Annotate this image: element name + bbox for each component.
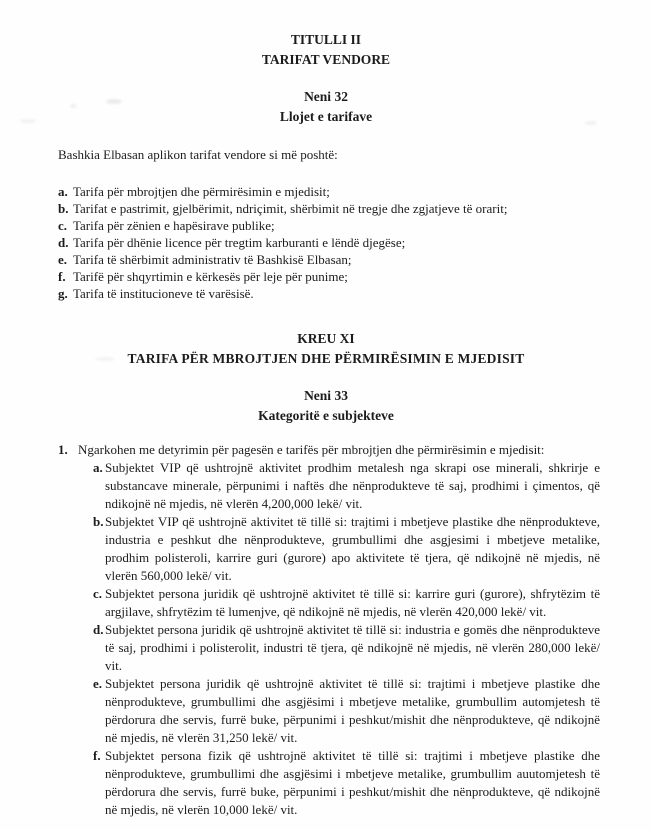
subitem-letter: b. bbox=[93, 514, 104, 529]
item-text: Tarifat e pastrimit, gjelbërimit, ndriçimit, shërbimit në tregje dhe zgjatjeve të orarit; bbox=[73, 201, 508, 216]
subitem-text: Subjektet VIP që ushtrojnë aktivitet prodhim metalesh nga skrapi ose minerali, shkrirje e substancave minerale, përpunimi i naftës dhe nënprodukteve të saj, prodhimi i çimentos, që ndikojnë në mjedis, në vlerën 4,200,000 lekë/ vit. bbox=[105, 460, 600, 511]
item-text: Tarifa për mbrojtjen dhe përmirësimin e mjedisit; bbox=[73, 184, 330, 199]
tarifa-item-c bbox=[58, 217, 600, 234]
item-text: Tarifa të shërbimit administrativ të Bashkisë Elbasan; bbox=[73, 252, 352, 267]
subitem-letter: f. bbox=[93, 748, 101, 763]
subitem-text: Subjektet persona juridik që ushtrojnë aktivitet të tillë si: trajtimi i mbetjeve plastike dhe nënprodukteve, grumbullimi dhe asgjësimi i mbetjeve metalike, grumbullim automjetesh të përdorura dhe servis, furrë buke, përpunimi i peshkut/mishit dhe nënprodukteve, që ndikojnë në mjedis, në vlerën 31,250 lekë/ vit. bbox=[105, 676, 600, 745]
neni33-item-1 bbox=[58, 441, 600, 459]
item-text: Tarifa për dhënie licence për tregtim karburanti e lëndë djegëse; bbox=[73, 235, 406, 250]
neni32-number: Neni 32 bbox=[304, 89, 348, 104]
tarifa-item-a bbox=[58, 183, 600, 200]
title-line2: TARIFAT VENDORE bbox=[261, 52, 391, 67]
scan-artifact bbox=[95, 357, 115, 361]
scan-artifact bbox=[20, 119, 36, 123]
tarifa-item-f bbox=[58, 268, 600, 285]
item-letter: f. bbox=[58, 269, 66, 284]
item-text: Ngarkohen me detyrimin për pagesën e tarifës për mbrojtjen dhe përmirësimin e mjedisit: bbox=[78, 442, 545, 457]
item-number: 1. bbox=[58, 442, 68, 457]
item-letter: b. bbox=[58, 201, 69, 216]
tarifa-item-g bbox=[58, 285, 600, 302]
tarifa-item-b bbox=[58, 200, 600, 217]
scan-artifact bbox=[585, 121, 597, 125]
scan-artifact bbox=[106, 99, 122, 104]
title-line1: TITULLI II bbox=[290, 32, 362, 47]
subitem-letter: d. bbox=[93, 622, 104, 637]
item-text: Tarifa të institucioneve të varësisë. bbox=[73, 286, 254, 301]
neni33-heading bbox=[0, 386, 652, 426]
subitem-d bbox=[93, 621, 600, 675]
item-letter: e. bbox=[58, 252, 68, 267]
subitem-text: Subjektet persona juridik që ushtrojnë aktivitet të tillë si: industria e gomës dhe nënprodukteve të saj, prodhimi i polisterolit, industri të tjera, që ndikojnë në mjedis, në vlerën 280,000 lekë/ vit. bbox=[105, 622, 600, 673]
scan-artifact bbox=[70, 104, 77, 108]
item-text: Tarifa për zënien e hapësirave publike; bbox=[73, 218, 275, 233]
neni32-intro: Bashkia Elbasan aplikon tarifat vendore si më poshtë: bbox=[58, 147, 338, 162]
kreu11-number: KREU XI bbox=[297, 331, 355, 346]
subitem-b bbox=[93, 513, 600, 585]
title-heading bbox=[0, 0, 652, 70]
subitem-f bbox=[93, 747, 600, 819]
kreu11-heading bbox=[0, 329, 652, 369]
neni32-heading bbox=[0, 87, 652, 127]
neni33-subitems bbox=[93, 459, 600, 819]
item-letter: c. bbox=[58, 218, 68, 233]
neni33-number: Neni 33 bbox=[304, 388, 348, 403]
subitem-text: Subjektet persona fizik që ushtrojnë aktivitet të tillë si: trajtimi i mbetjeve plastike dhe nënprodukteve, grumbullimi dhe asgjësimi i mbetjeve metalike, grumbullim auutomjetesh të përdorura dhe servis, furrë buke, përpunimi i peshkut/mishit dhe nënprodukteve, që ndikojnë në mjedis, në vlerën 10,000 lekë/ vit. bbox=[105, 748, 600, 817]
item-letter: d. bbox=[58, 235, 69, 250]
kreu11-subheading: TARIFA PËR MBROJTJEN DHE PËRMIRËSIMIN E MJEDISIT bbox=[127, 351, 525, 366]
subitem-a bbox=[93, 459, 600, 513]
neni33-subheading: Kategoritë e subjekteve bbox=[258, 408, 394, 423]
tarifa-list bbox=[58, 183, 600, 302]
item-letter: a. bbox=[58, 184, 68, 199]
subitem-c bbox=[93, 585, 600, 621]
subitem-letter: c. bbox=[93, 586, 103, 601]
subitem-letter: e. bbox=[93, 676, 103, 691]
tarifa-item-d bbox=[58, 234, 600, 251]
subitem-letter: a. bbox=[93, 460, 103, 475]
tarifa-item-e bbox=[58, 251, 600, 268]
neni32-subheading: Llojet e tarifave bbox=[279, 109, 373, 124]
subitem-text: Subjektet persona juridik që ushtrojnë aktivitet të tillë si: karrire guri (gurore), shfrytëzim të argjilave, shfrytëzim të lumenjve, që ndikojnë në mjedis, në vlerën 420,000 lekë/ vit. bbox=[105, 586, 600, 619]
item-text: Tarifë për shqyrtimin e kërkesës për leje për punime; bbox=[73, 269, 348, 284]
item-letter: g. bbox=[58, 286, 68, 301]
subitem-e bbox=[93, 675, 600, 747]
subitem-text: Subjektet VIP që ushtrojnë aktivitet të tillë si: trajtimi i mbetjeve plastike dhe nënprodukteve, industria e peshkut dhe nënprodukteve, grumbullimi dhe asgjesimi i mbetjeve metalike, prodhim polisteroli, karrire guri (gurore) apo aktivitete të tjera, që ndikojnë në mjedis, në vlerën 560,000 lekë/ vit. bbox=[105, 514, 600, 583]
